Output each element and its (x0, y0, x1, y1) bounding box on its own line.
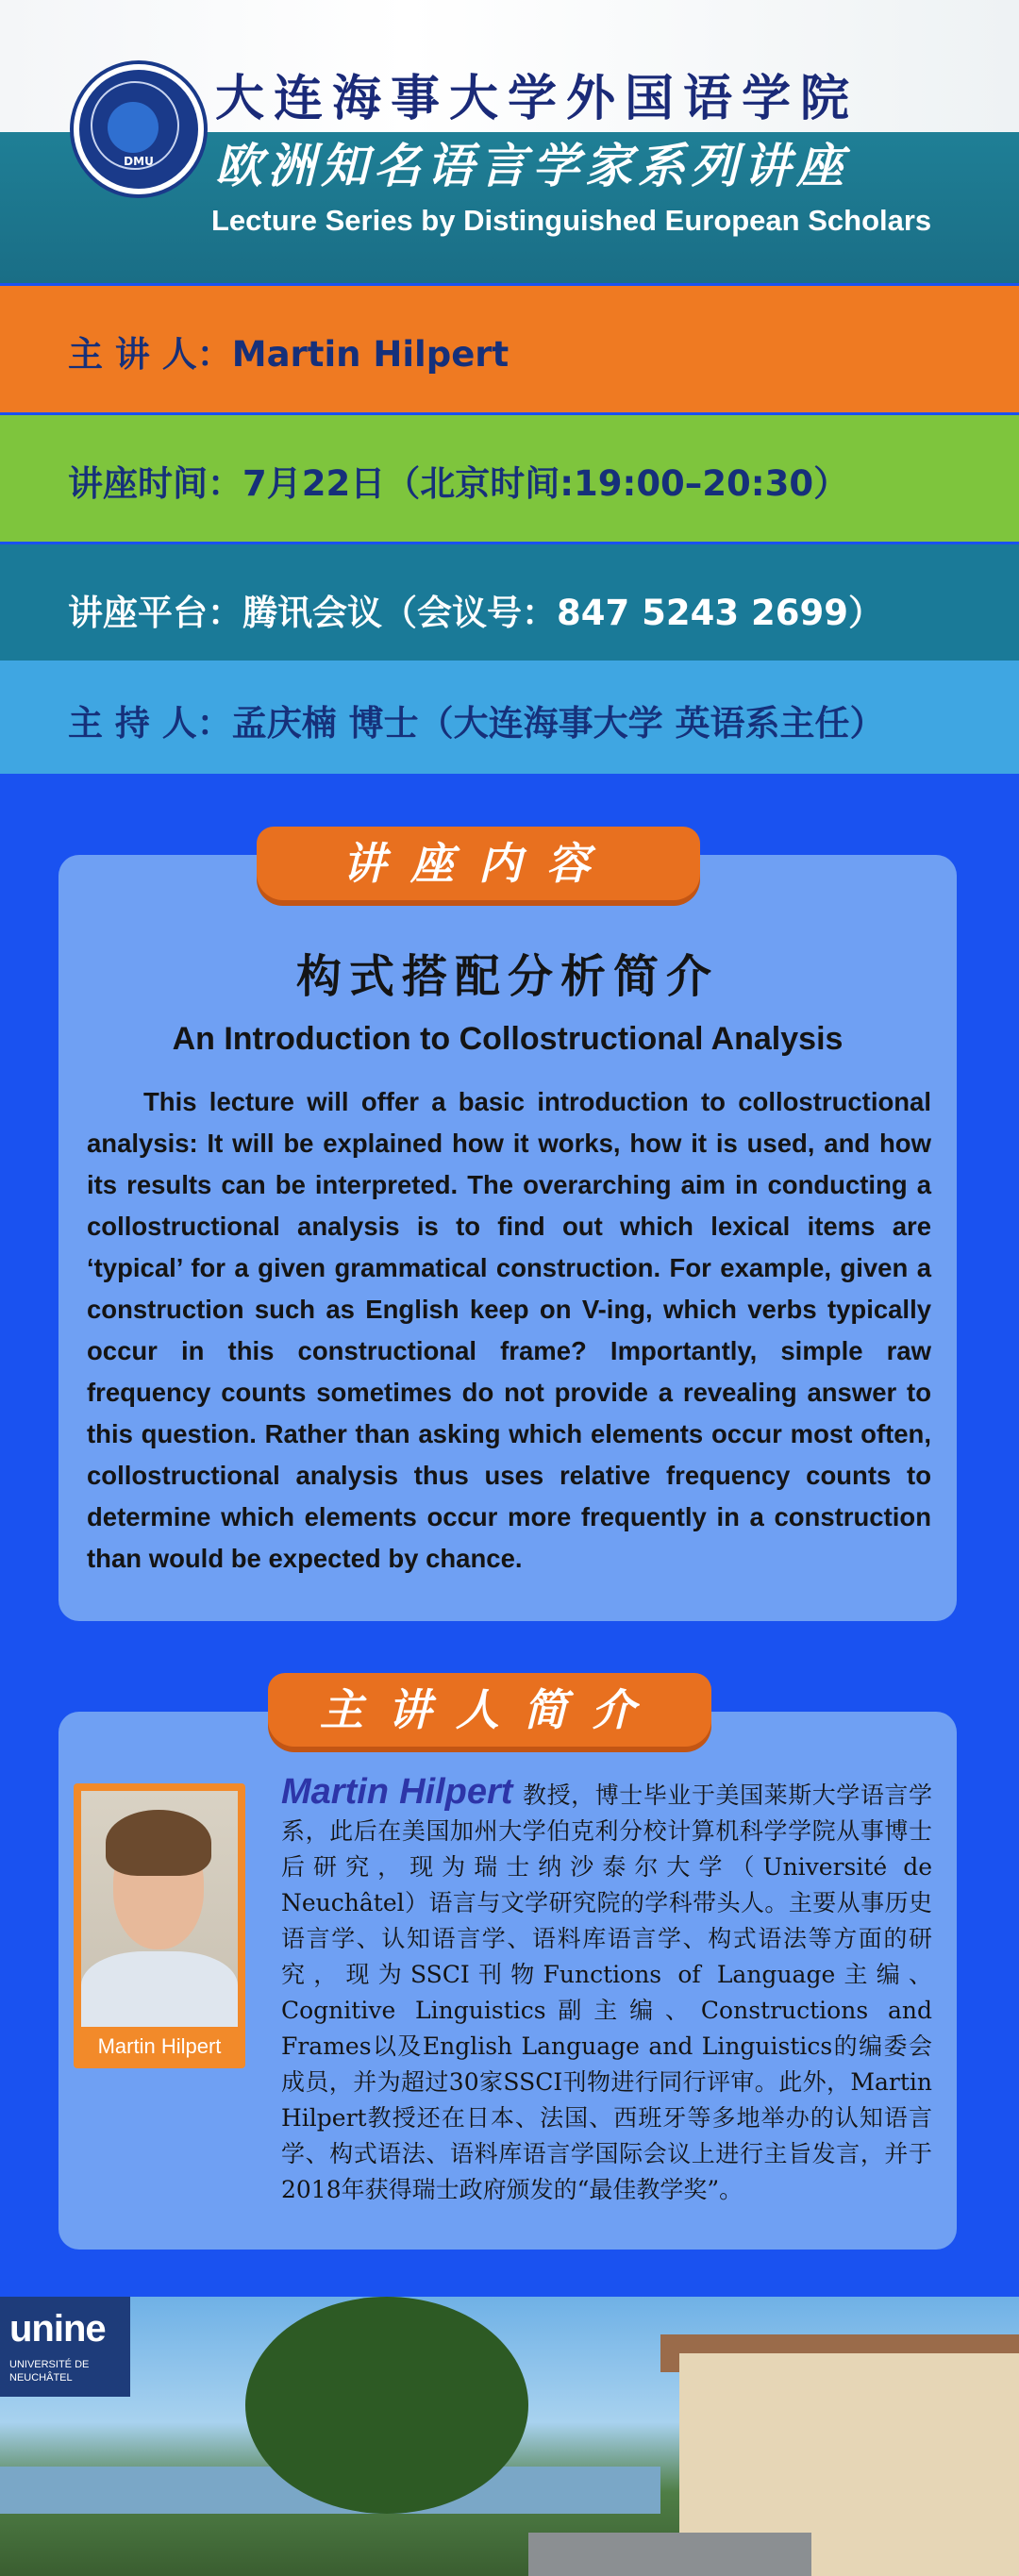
speaker-photo (81, 1791, 238, 2027)
campus-photo (0, 2297, 1019, 2576)
speaker-bio-tab: 主讲人简介 (268, 1673, 711, 1747)
speaker-bio-text: 教授，博士毕业于美国莱斯大学语言学系，此后在美国加州大学伯克利分校计算机科学学院从事博士后研究，现为瑞士纳沙泰尔大学（Université de Neuchâtel）语言与文学研究院的学科带头人。主要从事历史语言学、认知语言学、语料库语言学、构式语法等方面的研究，现为SSCI刊物Functions of Language主编、Cognitive Linguistics副主编、Constructions and Frames以及English Language and Linguistics的编委会成员，并为超过30家SSCI刊物进行同行评审。此外，Martin Hilpert教授还在日本、法国、西班牙等多地举办的认知语言学、构式语法、语料库语言学国际会议上进行主旨发言，并于2018年获得瑞士政府颁发的“最佳教学奖”。 (281, 1781, 932, 2203)
lecture-title-english: An Introduction to Collostructional Analysis (172, 1021, 844, 1057)
series-title-english: Lecture Series by Distinguished European Scholars (211, 204, 932, 237)
host-band (0, 661, 1019, 774)
unine-logo-block (0, 2297, 130, 2397)
speaker-text: 主 讲 人：Martin Hilpert (68, 334, 510, 375)
lecture-content-tab: 讲座内容 (257, 827, 700, 900)
unine-logo: unine (9, 2308, 106, 2350)
photo-shirt (81, 1951, 238, 2027)
university-logo (74, 64, 204, 194)
logo-text: DMU (124, 155, 154, 168)
speaker-bio (281, 1774, 932, 2208)
time-band (0, 415, 1019, 542)
photo-caption: Martin Hilpert (97, 2034, 222, 2058)
lecture-abstract: This lecture will offer a basic introduction to collostructional analysis: It will be explained how it works, how it is used, and how its results can be interpreted. The overarching aim in conducting a collostructional analysis is to find out which lexical items are ‘typical’ for a given grammatical construction. For example, given a construction such as English keep on V-ing, which verbs typically occur in this constructional frame? Importantly, simple raw frequency counts sometimes do not provide a revealing answer to this question. Rather than asking which elements occur most often, collostructional analysis thus uses relative frequency counts to determine which elements occur more frequently in a construction than would be expected by chance. (87, 1087, 931, 1573)
globe-icon (108, 102, 159, 153)
host-text: 主 持 人：孟庆楠 博士（大连海事大学 英语系主任） (68, 703, 885, 744)
speaker-photo-frame (74, 1783, 245, 2068)
platform-text: 讲座平台：腾讯会议（会议号：847 5243 2699） (68, 593, 883, 633)
photo-hair (106, 1810, 211, 1876)
lecture-title-chinese: 构式搭配分析简介 (295, 950, 719, 1003)
unine-subtitle-1: UNIVERSITÉ DE (9, 2359, 90, 2370)
platform-band (0, 544, 1019, 671)
school-title: 大连海事大学外国语学院 (215, 71, 860, 127)
series-title: 欧洲知名语言学家系列讲座 (215, 139, 849, 193)
speaker-name: Martin Hilpert (281, 1772, 513, 1812)
photo-tree (245, 2297, 528, 2514)
photo-road (528, 2533, 811, 2576)
unine-subtitle-2: NEUCHÂTEL (9, 2372, 73, 2384)
time-text: 讲座时间：7月22日（北京时间:19:00–20:30） (68, 463, 849, 504)
speaker-band (0, 286, 1019, 412)
